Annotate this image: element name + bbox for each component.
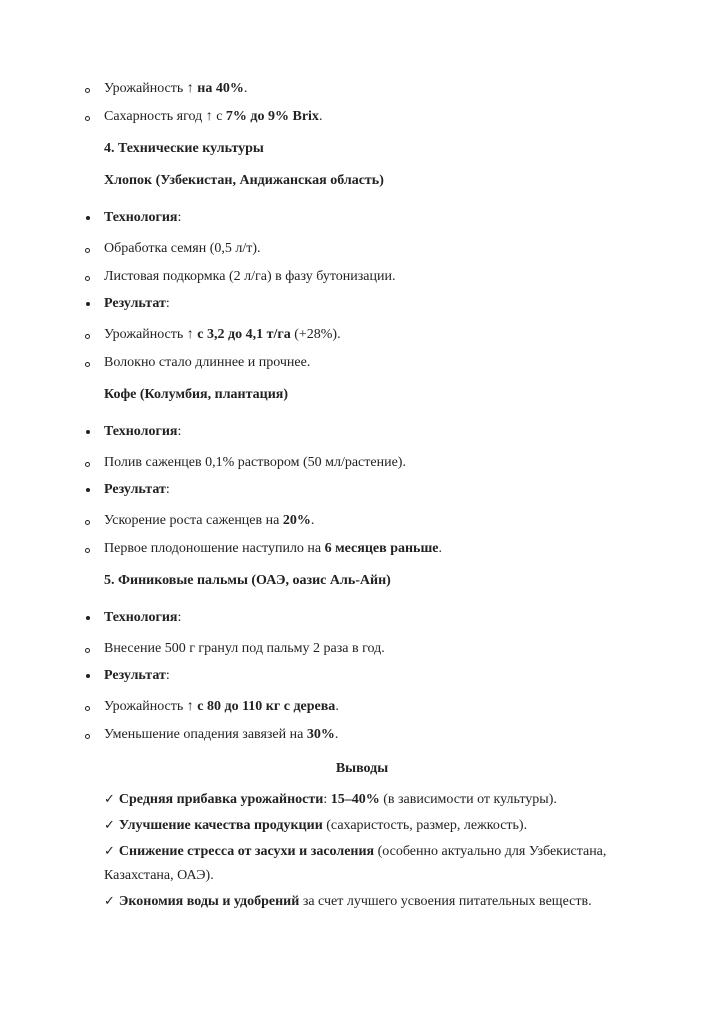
list-item: Волокно стало длиннее и прочнее. [104,355,311,370]
list-item: Полив саженцев 0,1% раствором (50 мл/растение). [104,455,406,470]
sub-bullet [85,248,90,253]
conclusion-item: ✓ Снижение стресса от засухи и засоления (особенно актуально для Узбекистана, [104,844,607,859]
list-item: Урожайность ↑ с 3,2 до 4,1 т/га (+28%). [104,327,341,342]
section-heading: 5. Финиковые пальмы (ОАЭ, оазис Аль-Айн) [104,573,391,588]
sub-bullet [85,116,90,121]
conclusion-item: ✓ Средняя прибавка урожайности: 15–40% (в зависимости от культуры). [104,792,557,807]
conclusion-item: ✓ Экономия воды и удобрений за счет лучшего усвоения питательных веществ. [104,894,592,909]
sub-bullet [85,548,90,553]
list-item: Урожайность ↑ с 80 до 110 кг с дерева. [104,699,339,714]
sub-bullet [85,706,90,711]
bullet [86,302,90,306]
sub-bullet [85,520,90,525]
bullet [86,430,90,434]
conclusions-title: Выводы [335,761,389,776]
check-icon: ✓ [104,844,115,859]
list-item: Ускорение роста саженцев на 20%. [104,513,315,528]
sub-bullet [85,462,90,467]
list-item: Листовая подкормка (2 л/га) в фазу бутонизации. [104,269,396,284]
bullet [86,488,90,492]
check-icon: ✓ [104,818,115,833]
bullet [86,616,90,620]
list-item: Первое плодоношение наступило на 6 месяцев раньше. [104,541,442,556]
list-item: Сахарность ягод ↑ с 7% до 9% Brix. [104,109,323,124]
conclusion-item: ✓ Улучшение качества продукции (сахаристость, размер, лежкость). [104,818,528,833]
list-item: Результат: [104,482,170,497]
section-heading: 4. Технические культуры [104,141,264,156]
sub-bullet [85,88,90,93]
list-item: Уменьшение опадения завязей на 30%. [104,727,339,742]
list-item: Технология: [104,210,182,225]
check-icon: ✓ [104,792,115,807]
subsection-heading: Кофе (Колумбия, плантация) [104,387,289,402]
sub-bullet [85,276,90,281]
list-item: Урожайность ↑ на 40%. [104,81,248,96]
list-item: Результат: [104,296,170,311]
bullet [86,216,90,220]
list-item: Внесение 500 г гранул под пальму 2 раза в год. [104,641,385,656]
subsection-heading: Хлопок (Узбекистан, Андижанская область) [104,173,384,188]
check-icon: ✓ [104,894,115,909]
list-item: Технология: [104,424,182,439]
conclusion-item-continued: Казахстана, ОАЭ). [104,868,214,883]
sub-bullet [85,648,90,653]
bullet [86,674,90,678]
sub-bullet [85,334,90,339]
list-item: Обработка семян (0,5 л/т). [104,241,261,256]
sub-bullet [85,734,90,739]
sub-bullet [85,362,90,367]
list-item: Технология: [104,610,182,625]
list-item: Результат: [104,668,170,683]
